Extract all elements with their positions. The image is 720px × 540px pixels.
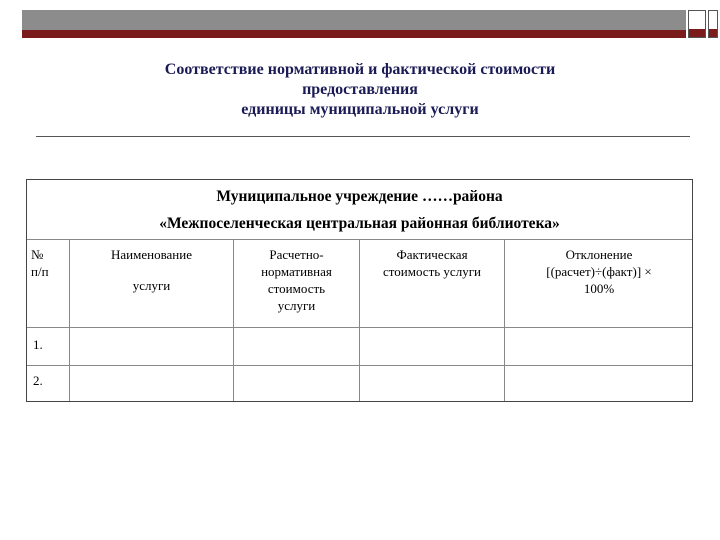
header-num-line-2: п/п	[31, 264, 49, 279]
caption-line-1: Муниципальное учреждение ……района	[216, 188, 503, 205]
slide-title	[60, 60, 660, 120]
corner-square-small	[708, 10, 718, 38]
table-caption	[27, 180, 692, 240]
header-norm-line-1: Расчетно-	[269, 247, 324, 262]
header-fact-cost	[360, 246, 504, 280]
header-norm-line-4: услуги	[277, 298, 316, 313]
cost-table	[26, 179, 693, 402]
caption-line-2: «Межпоселенческая центральная районная библиотека»	[159, 215, 560, 232]
header-norm-line-3: стоимость	[267, 281, 326, 296]
header-num	[31, 246, 67, 280]
corner-square	[688, 10, 706, 38]
header-name	[70, 246, 233, 294]
top-band-accent	[22, 30, 686, 38]
title-line-2: предоставления	[302, 81, 418, 98]
row-number: 2.	[33, 373, 43, 388]
header-norm-line-2: нормативная	[261, 264, 332, 279]
header-num-line-1: №	[31, 247, 44, 262]
header-norm-cost	[234, 246, 359, 314]
header-fact-line-1: Фактическая	[396, 247, 468, 262]
header-fact-line-2: стоимость услуги	[383, 264, 481, 279]
top-decorative-band	[22, 10, 686, 38]
header-dev-line-1: Отклонение	[565, 247, 633, 262]
row-number: 1.	[33, 337, 43, 352]
header-dev-line-3: 100%	[583, 281, 615, 296]
header-deviation	[505, 246, 693, 297]
title-divider	[36, 136, 690, 137]
title-line-1: Соответствие нормативной и фактической стоимости	[164, 61, 556, 78]
header-name-line-2: услуги	[132, 278, 171, 293]
header-name-line-1: Наименование	[111, 247, 192, 262]
header-dev-line-2: [(расчет)÷(факт)] ×	[546, 264, 652, 279]
title-line-3: единицы муниципальной услуги	[241, 101, 479, 118]
